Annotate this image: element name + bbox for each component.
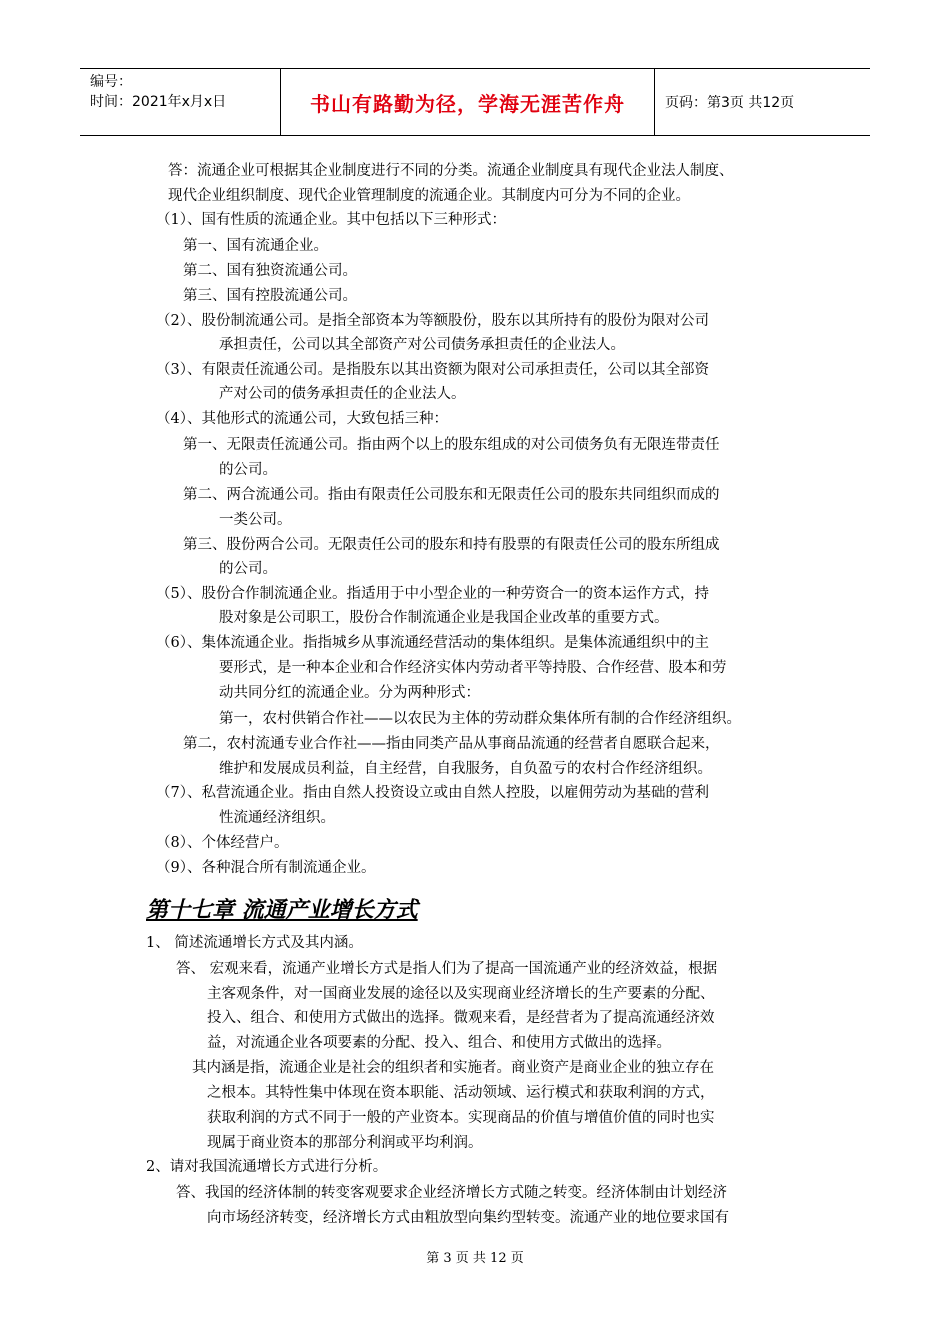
- text-line: 答、我国的经济体制的转变客观要求企业经济增长方式随之转变。经济体制由计划经济: [176, 1185, 727, 1201]
- text-line: 一类公司。: [219, 512, 292, 528]
- text-line: 向市场经济转变，经济增长方式由粗放型向集约型转变。流通产业的地位要求国有: [207, 1210, 729, 1226]
- header-motto-cell: [280, 69, 655, 135]
- text-line: 要形式，是一种本企业和合作经济实体内劳动者平等持股、合作经营、股本和劳: [219, 660, 727, 676]
- text-line: 性流通经济组织。: [219, 810, 335, 826]
- text-line: 第二，农村流通专业合作社——指由同类产品从事商品流通的经营者自愿联合起来，: [183, 736, 720, 752]
- number-label: 编号：: [90, 74, 132, 90]
- text-line: 承担责任，公司以其全部资产对公司债务承担责任的企业法人。: [219, 337, 625, 353]
- page-header: [80, 68, 870, 136]
- header-page-cell: [655, 69, 870, 135]
- text-line: 的公司。: [219, 462, 277, 478]
- text-line: （6）、集体流通企业。指指城乡从事流通经营活动的集体组织。是集体流通组织中的主: [156, 635, 709, 651]
- text-line: 之根本。其特性集中体现在资本职能、活动领域、运行模式和获取利润的方式，: [207, 1085, 715, 1101]
- text-line: （7）、私营流通企业。指由自然人投资设立或由自然人控股，以雇佣劳动为基础的营利: [156, 785, 709, 801]
- text-line: 投入、组合、和使用方式做出的选择。微观来看，是经营者为了提高流通经济效: [207, 1010, 715, 1026]
- text-line: （5）、股份合作制流通企业。指适用于中小型企业的一种劳资合一的资本运作方式，持: [156, 586, 709, 602]
- text-line: 现属于商业资本的那部分利润或平均利润。: [207, 1135, 483, 1151]
- text-line: 答：流通企业可根据其企业制度进行不同的分类。流通企业制度具有现代企业法人制度、: [168, 163, 734, 179]
- text-line: 答、 宏观来看，流通产业增长方式是指人们为了提高一国流通产业的经济效益，根据: [176, 961, 718, 977]
- text-line: 第二、两合流通公司。指由有限责任公司股东和无限责任公司的股东共同组织而成的: [183, 487, 720, 503]
- header-motto: 书山有路勤为径，学海无涯苦作舟: [310, 91, 625, 116]
- text-line: 维护和发展成员利益，自主经营，自我服务，自负盈亏的农村合作经济组织。: [219, 761, 712, 777]
- text-line: 第二、国有独资流通公司。: [183, 263, 357, 279]
- text-line: 第一，农村供销合作社——以农民为主体的劳动群众集体所有制的合作经济组织。: [219, 711, 741, 727]
- text-line: 第一、无限责任流通公司。指由两个以上的股东组成的对公司债务负有无限连带责任: [183, 437, 720, 453]
- text-line: （8）、个体经营户。: [156, 835, 289, 851]
- text-line: 产对公司的债务承担责任的企业法人。: [219, 386, 466, 402]
- page-footer: 第 3 页 共 12 页: [426, 1251, 524, 1266]
- time-label: 时间：2021年x月x日: [90, 94, 227, 110]
- text-line: 1、 简述流通增长方式及其内涵。: [146, 935, 363, 951]
- text-line: 的公司。: [219, 561, 277, 577]
- text-line: 现代企业组织制度、现代企业管理制度的流通企业。其制度内可分为不同的企业。: [168, 188, 690, 204]
- header-meta: [80, 69, 280, 135]
- text-line: 股对象是公司职工，股份合作制流通企业是我国企业改革的重要方式。: [219, 610, 669, 626]
- text-line: （3）、有限责任流通公司。是指股东以其出资额为限对公司承担责任，公司以其全部资: [156, 362, 709, 378]
- text-line: 动共同分红的流通企业。分为两种形式：: [219, 685, 480, 701]
- text-line: 益，对流通企业各项要素的分配、投入、组合、和使用方式做出的选择。: [207, 1035, 671, 1051]
- chapter-title: 第十七章 流通产业增长方式: [146, 897, 418, 923]
- text-line: （9）、各种混合所有制流通企业。: [156, 860, 376, 876]
- text-line: 第三、国有控股流通公司。: [183, 288, 357, 304]
- text-line: （4）、其他形式的流通公司，大致包括三种：: [156, 411, 448, 427]
- text-line: 第三、股份两合公司。无限责任公司的股东和持有股票的有限责任公司的股东所组成: [183, 537, 720, 553]
- text-line: （2）、股份制流通公司。是指全部资本为等额股份，股东以其所持有的股份为限对公司: [156, 313, 709, 329]
- text-line: 获取利润的方式不同于一般的产业资本。实现商品的价值与增值价值的同时也实: [207, 1110, 715, 1126]
- text-line: 2、请对我国流通增长方式进行分析。: [146, 1159, 388, 1175]
- text-line: （1）、国有性质的流通企业。其中包括以下三种形式：: [156, 212, 506, 228]
- text-line: 第一、国有流通企业。: [183, 238, 328, 254]
- text-line: 主客观条件，对一国商业发展的途径以及实现商业经济增长的生产要素的分配、: [207, 986, 715, 1002]
- page-label: 页码：第3页 共12页: [665, 95, 795, 111]
- text-line: 其内涵是指，流通企业是社会的组织者和实施者。商业资产是商业企业的独立存在: [192, 1060, 714, 1076]
